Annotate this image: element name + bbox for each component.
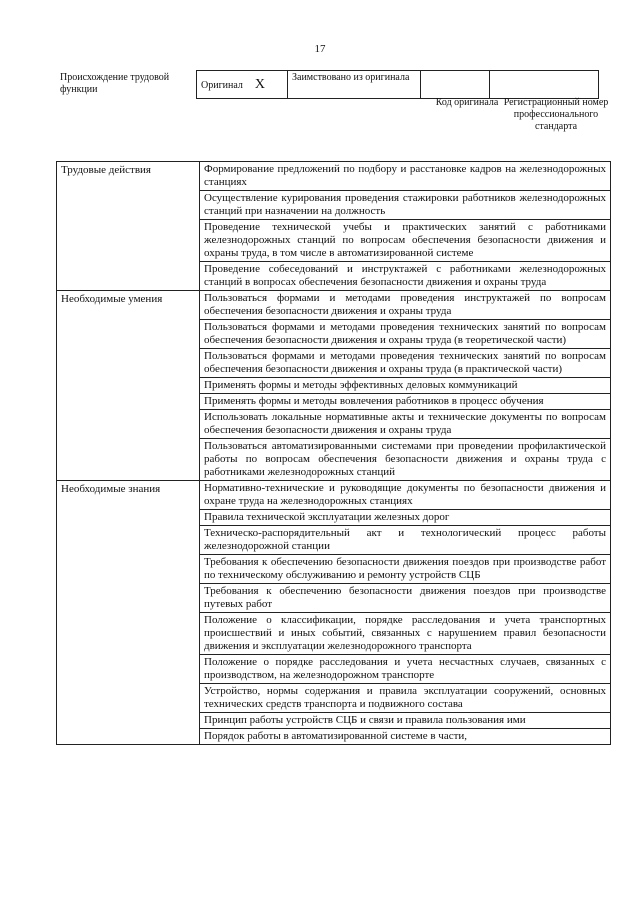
section-title: Необходимые знания xyxy=(57,481,200,745)
section-item: Порядок работы в автоматизированной системе в части, xyxy=(200,729,611,745)
section-item: Пользоваться формами и методами проведения инструктажей по вопросам обеспечения безопасности движения и охраны труда xyxy=(200,291,611,320)
origin-table xyxy=(196,70,599,99)
code-caption: Код оригинала xyxy=(435,97,499,108)
reg-number-cell xyxy=(490,71,599,99)
section-title: Необходимые умения xyxy=(57,291,200,481)
table-row xyxy=(57,291,611,320)
section-item: Проведение технической учебы и практических занятий с работниками железнодорожных станций по вопросам обеспечения безопасности движения и охраны труда, в том числе в автоматизированной системе xyxy=(200,220,611,262)
page-number: 17 xyxy=(314,43,326,55)
section-item: Нормативно-технические и руководящие документы по безопасности движения и охране труда на железнодорожных станциях xyxy=(200,481,611,510)
original-mark: X xyxy=(254,76,266,92)
section-item: Принцип работы устройств СЦБ и связи и правила пользования ими xyxy=(200,713,611,729)
section-item: Осуществление курирования проведения стажировки работников железнодорожных станций при назначении на должность xyxy=(200,191,611,220)
function-table xyxy=(56,161,611,745)
section-item: Положение о порядке расследования и учета несчастных случаев, связанных с производством, на железнодорожном транспорте xyxy=(200,655,611,684)
section-item: Проведение собеседований и инструктажей с работниками железнодорожных станций в вопросах обеспечения безопасности движения и охраны труда xyxy=(200,262,611,291)
section-item: Устройство, нормы содержания и правила эксплуатации сооружений, основных технических средств транспорта и подвижного состава xyxy=(200,684,611,713)
section-item: Правила технической эксплуатации железных дорог xyxy=(200,510,611,526)
table-row xyxy=(57,481,611,510)
code-cell xyxy=(421,71,490,99)
section-item: Техническо-распорядительный акт и технологический процесс работы железнодорожной станции xyxy=(200,526,611,555)
section-title: Трудовые действия xyxy=(57,162,200,291)
original-label: Оригинал xyxy=(201,79,243,91)
section-item: Формирование предложений по подбору и расстановке кадров на железнодорожных станциях xyxy=(200,162,611,191)
section-item: Применять формы и методы вовлечения работников в процесс обучения xyxy=(200,394,611,410)
section-item: Применять формы и методы эффективных деловых коммуникаций xyxy=(200,378,611,394)
section-item: Положение о классификации, порядке расследования и учета транспортных происшествий и иных событий, связанных с нарушением правил безопасности движения и эксплуатации железнодорожного транспорта xyxy=(200,613,611,655)
section-item: Требования к обеспечению безопасности движения поездов при производстве работ по техническому обслуживанию и ремонту устройств СЦБ xyxy=(200,555,611,584)
reg-number-caption: Регистрационный номер профессионального стандарта xyxy=(503,97,609,132)
origin-label: Происхождение трудовой функции xyxy=(60,72,170,95)
table-row xyxy=(57,162,611,191)
section-item: Пользоваться формами и методами проведения технических занятий по вопросам обеспечения безопасности движения и охраны труда (в практической части) xyxy=(200,349,611,378)
section-item: Пользоваться автоматизированными системами при проведении профилактической работы по вопросам обеспечения безопасности движения и охраны труда с работниками железнодорожных станций xyxy=(200,439,611,481)
original-cell xyxy=(197,71,288,99)
section-item: Использовать локальные нормативные акты и технические документы по вопросам обеспечения безопасности движения и охраны труда xyxy=(200,410,611,439)
section-item: Требования к обеспечению безопасности движения поездов при производстве путевых работ xyxy=(200,584,611,613)
section-item: Пользоваться формами и методами проведения технических занятий по вопросам обеспечения безопасности движения и охраны труда (в теоретической части) xyxy=(200,320,611,349)
borrowed-cell: Заимствовано из оригинала xyxy=(288,71,421,99)
